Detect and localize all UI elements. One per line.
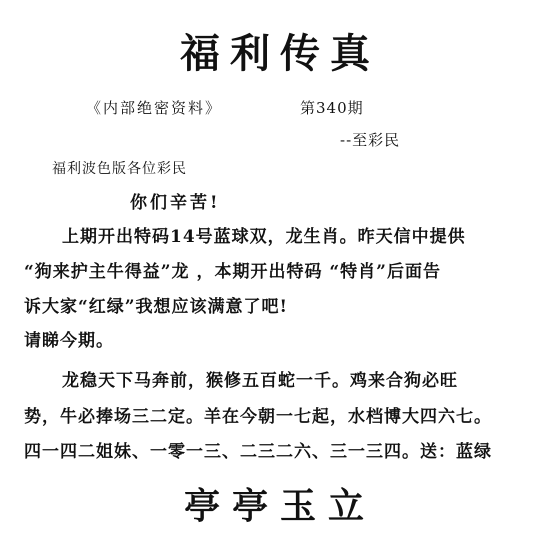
body-line-2: “狗来护主牛得益”龙 ，本期开出特码 “特肖”后面告 [24, 262, 441, 282]
sender-line: --至彩民 [340, 131, 401, 149]
body-line-4: 请睇今期。 [24, 331, 114, 351]
body-line-3: 诉大家“红绿”我想应该满意了吧! [24, 297, 289, 317]
confidential-label: 《内部绝密资料》 [86, 99, 223, 117]
body-line-6: 势，牛必捧场三二定。羊在今朝一七起，水档博大四六七。 [24, 407, 492, 427]
body-line-5: 龙稳天下马奔前，猴修五百蛇一千。鸡来合狗必旺 [62, 371, 458, 391]
salutation: 福利波色版各位彩民 [52, 161, 187, 177]
issue-number: 第340期 [300, 99, 364, 117]
body-line-1: 上期开出特码14号蓝球双，龙生肖。昨天信中提供 [62, 227, 466, 247]
body-line-7: 四一四二姐妹、一零一三、二三二六、三一三四。送：蓝绿 [24, 442, 492, 462]
document-title: 福利传真 [180, 30, 380, 77]
closing-title: 亭亭玉立 [183, 485, 376, 527]
greeting: 你们辛苦! [130, 193, 221, 213]
